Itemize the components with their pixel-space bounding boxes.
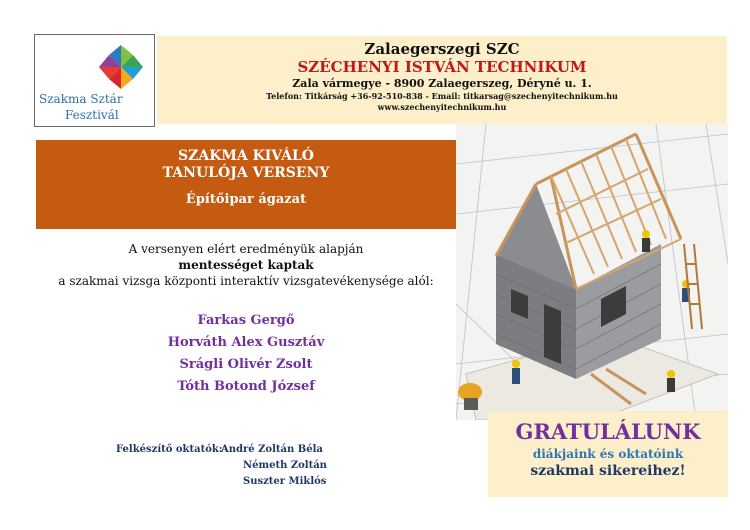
congrats-line3: szakmai sikereihez!	[530, 463, 686, 479]
logo-text-line1: Szakma Sztár	[39, 92, 123, 106]
festival-logo	[34, 34, 155, 127]
competition-title-box	[36, 140, 456, 229]
teacher-name: Suszter Miklós	[243, 476, 327, 487]
teachers-label: Felkészítő oktatók:	[116, 444, 223, 455]
congrats-box	[488, 411, 728, 497]
teacher-name: Németh Zoltán	[243, 460, 327, 471]
winner-name: Horváth Alex Gusztáv	[167, 335, 325, 350]
body-line1: A versenyen elért eredményük alapján	[128, 242, 364, 256]
teacher-name: André Zoltán Béla	[221, 444, 323, 455]
logo-text-line2: Fesztivál	[65, 108, 119, 122]
pinwheel-icon	[97, 43, 145, 91]
school-address: Zala vármegye - 8900 Zalaegerszeg, Déryné u. 1.	[292, 77, 592, 90]
sector-name: Építőipar ágazat	[185, 192, 307, 207]
school-name: SZÉCHENYI ISTVÁN TECHNIKUM	[297, 58, 587, 76]
body-line3: a szakmai vizsga központi interaktív vizsgatevékenysége alól:	[58, 274, 434, 288]
school-website: www.szechenyitechnikum.hu	[377, 102, 507, 112]
congrats-title: GRATULÁLUNK	[515, 419, 701, 444]
winner-name: Srágli Olivér Zsolt	[179, 357, 313, 372]
winners-list	[36, 310, 456, 398]
school-contact: Telefon: Titkárság +36-92-510-838 - Email: titkarsag@szechenyitechnikum.hu	[266, 91, 618, 101]
winner-name: Tóth Botond József	[177, 379, 315, 394]
winner-name: Farkas Gergő	[197, 313, 295, 328]
org-name: Zalaegerszegi SZC	[364, 40, 520, 58]
body-line2: mentességet kaptak	[178, 258, 314, 272]
title-line2: TANULÓJA VERSENY	[162, 165, 330, 181]
congrats-line2: diákjaink és oktatóink	[532, 447, 684, 461]
school-header	[157, 36, 727, 124]
title-line1: SZAKMA KIVÁLÓ	[178, 148, 314, 164]
house-construction-image	[456, 124, 728, 420]
